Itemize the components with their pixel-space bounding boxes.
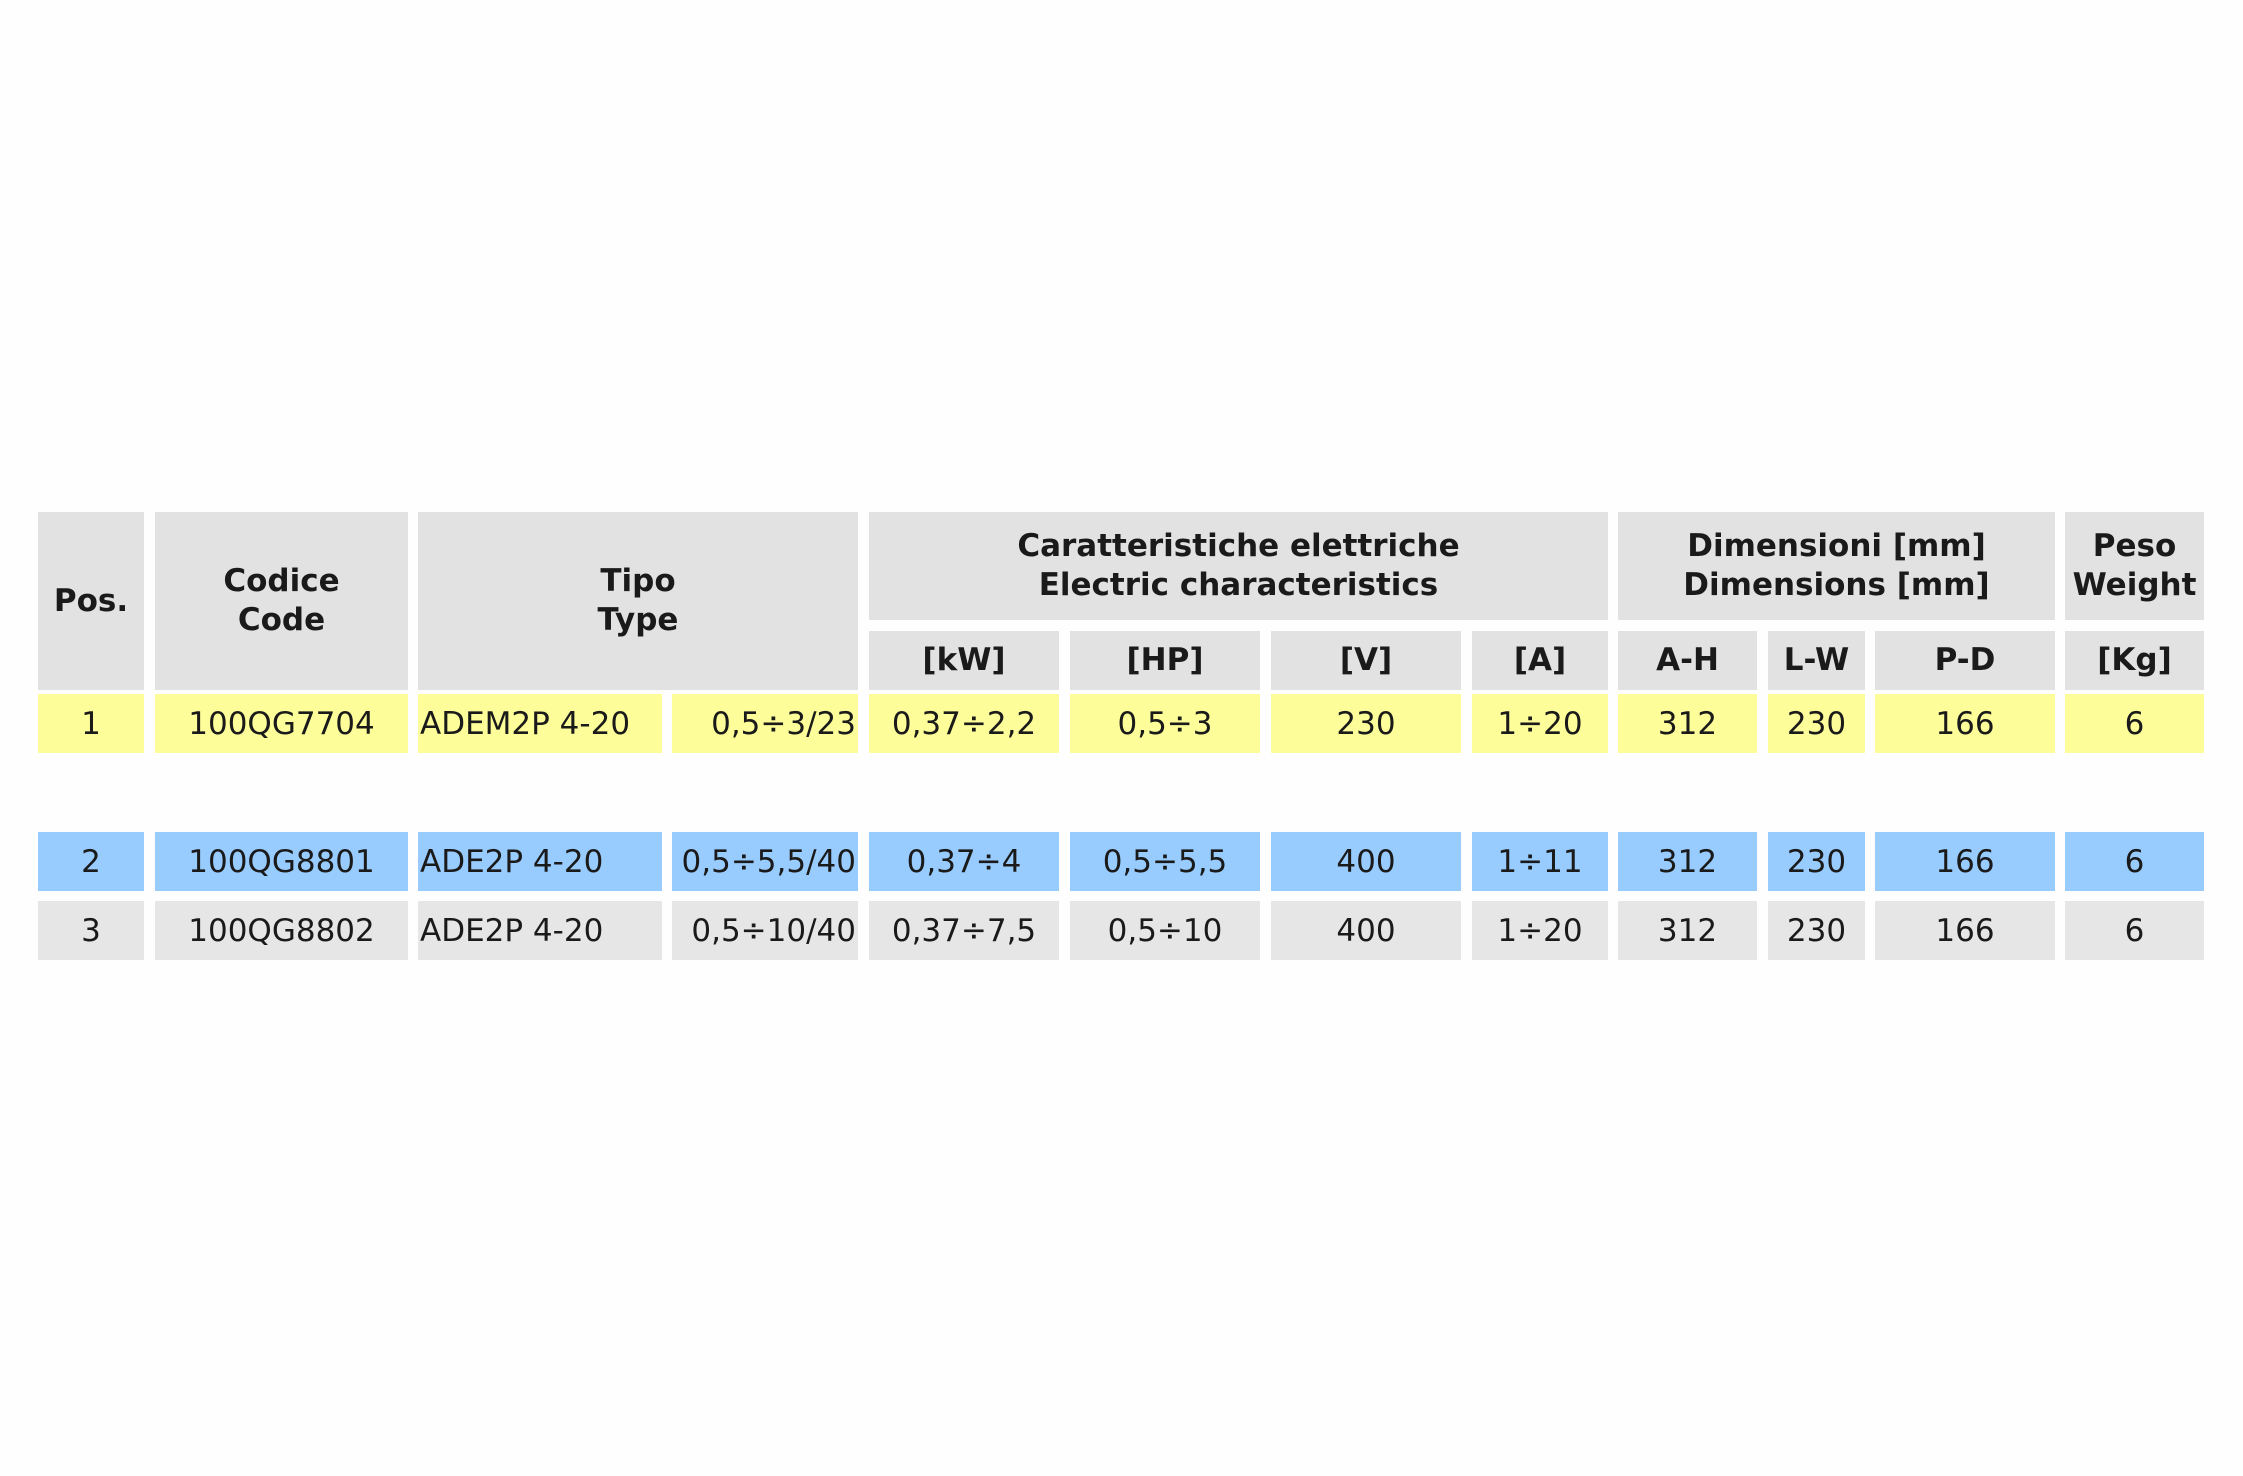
cell-kg: [2065, 694, 2204, 753]
cell-a-value: 1÷11: [1497, 843, 1583, 880]
cell-kg: [2065, 901, 2204, 960]
cell-range: [672, 694, 858, 753]
cell-pos-value: 3: [81, 912, 101, 949]
cell-pos-value: 2: [81, 843, 101, 880]
cell-kw: [869, 901, 1059, 960]
header-lw: [1768, 631, 1865, 690]
cell-pos: [38, 901, 144, 960]
header-pos: [38, 512, 144, 690]
cell-type-value: ADEM2P 4-20: [420, 705, 631, 742]
cell-hp-value: 0,5÷5,5: [1102, 843, 1228, 880]
header-hp: [1070, 631, 1260, 690]
cell-range-value: 0,5÷3/23: [711, 705, 856, 742]
cell-code-value: 100QG8802: [188, 912, 375, 949]
header-type: [418, 512, 858, 690]
header-kg-label: [Kg]: [2097, 642, 2172, 678]
header-type-it: Tipo: [600, 563, 676, 599]
cell-kg: [2065, 832, 2204, 891]
cell-pos: [38, 832, 144, 891]
header-a: [1472, 631, 1608, 690]
cell-kw-value: 0,37÷4: [906, 843, 1022, 880]
cell-pd: [1875, 901, 2055, 960]
cell-range-value: 0,5÷10/40: [691, 912, 856, 949]
cell-a-value: 1÷20: [1497, 705, 1583, 742]
cell-hp: [1070, 901, 1260, 960]
cell-a: [1472, 694, 1608, 753]
cell-pd: [1875, 694, 2055, 753]
cell-pos: [38, 694, 144, 753]
cell-type: [418, 832, 662, 891]
cell-kw: [869, 832, 1059, 891]
header-weight-en: Weight: [2072, 567, 2197, 603]
cell-v: [1271, 901, 1461, 960]
cell-kg-value: 6: [2124, 843, 2145, 880]
header-a-label: [A]: [1513, 642, 1567, 678]
cell-ah-value: 312: [1657, 705, 1718, 742]
cell-ah: [1618, 694, 1757, 753]
cell-v-value: 400: [1336, 912, 1396, 949]
header-ah: [1618, 631, 1757, 690]
header-hp-label: [HP]: [1126, 642, 1204, 678]
cell-pos-value: 1: [81, 705, 101, 742]
cell-hp: [1070, 832, 1260, 891]
cell-v-value: 230: [1336, 705, 1396, 742]
header-pd-label: P-D: [1934, 642, 1996, 678]
header-code-en: Code: [237, 602, 326, 638]
cell-hp-value: 0,5÷3: [1117, 705, 1213, 742]
header-electric-group: [869, 512, 1608, 620]
header-v: [1271, 631, 1461, 690]
header-weight: [2065, 512, 2204, 620]
cell-code: [155, 832, 408, 891]
header-kw: [869, 631, 1059, 690]
cell-range: [672, 901, 858, 960]
header-weight-it: Peso: [2092, 528, 2177, 564]
cell-type-value: ADE2P 4-20: [420, 912, 604, 949]
header-electric-en: Electric characteristics: [1038, 567, 1439, 603]
cell-kw-value: 0,37÷7,5: [891, 912, 1037, 949]
header-code-it: Codice: [223, 563, 340, 599]
cell-code: [155, 694, 408, 753]
cell-v: [1271, 832, 1461, 891]
cell-kg-value: 6: [2124, 912, 2145, 949]
header-type-en: Type: [597, 602, 679, 638]
cell-pd: [1875, 832, 2055, 891]
cell-pd-value: 166: [1935, 705, 1995, 742]
cell-a: [1472, 832, 1608, 891]
header-code: [155, 512, 408, 690]
cell-ah: [1618, 901, 1757, 960]
cell-type: [418, 901, 662, 960]
cell-hp-value: 0,5÷10: [1107, 912, 1223, 949]
cell-lw: [1768, 832, 1865, 891]
cell-a-value: 1÷20: [1497, 912, 1583, 949]
cell-range-value: 0,5÷5,5/40: [681, 843, 856, 880]
cell-ah: [1618, 832, 1757, 891]
cell-hp: [1070, 694, 1260, 753]
cell-kw-value: 0,37÷2,2: [891, 705, 1037, 742]
cell-lw: [1768, 901, 1865, 960]
cell-lw-value: 230: [1786, 912, 1847, 949]
cell-ah-value: 312: [1657, 912, 1718, 949]
cell-lw: [1768, 694, 1865, 753]
header-kw-label: [kW]: [922, 642, 1006, 678]
header-electric-it: Caratteristiche elettriche: [1017, 528, 1460, 564]
cell-code-value: 100QG8801: [188, 843, 375, 880]
cell-v: [1271, 694, 1461, 753]
header-pos-label: Pos.: [53, 582, 129, 619]
cell-kg-value: 6: [2124, 705, 2145, 742]
cell-code: [155, 901, 408, 960]
header-kg: [2065, 631, 2204, 690]
cell-pd-value: 166: [1935, 912, 1995, 949]
cell-a: [1472, 901, 1608, 960]
header-lw-label: L-W: [1783, 642, 1850, 678]
header-v-label: [V]: [1339, 642, 1393, 678]
cell-lw-value: 230: [1786, 705, 1847, 742]
header-pd: [1875, 631, 2055, 690]
header-dimensions-en: Dimensions [mm]: [1683, 567, 1990, 603]
cell-range: [672, 832, 858, 891]
header-dimensions-group: [1618, 512, 2055, 620]
cell-pd-value: 166: [1935, 843, 1995, 880]
cell-lw-value: 230: [1786, 843, 1847, 880]
cell-type-value: ADE2P 4-20: [420, 843, 604, 880]
cell-v-value: 400: [1336, 843, 1396, 880]
header-ah-label: A-H: [1656, 642, 1719, 678]
cell-ah-value: 312: [1657, 843, 1718, 880]
cell-kw: [869, 694, 1059, 753]
header-dimensions-it: Dimensioni [mm]: [1687, 528, 1986, 564]
cell-type: [418, 694, 662, 753]
cell-code-value: 100QG7704: [188, 705, 375, 742]
